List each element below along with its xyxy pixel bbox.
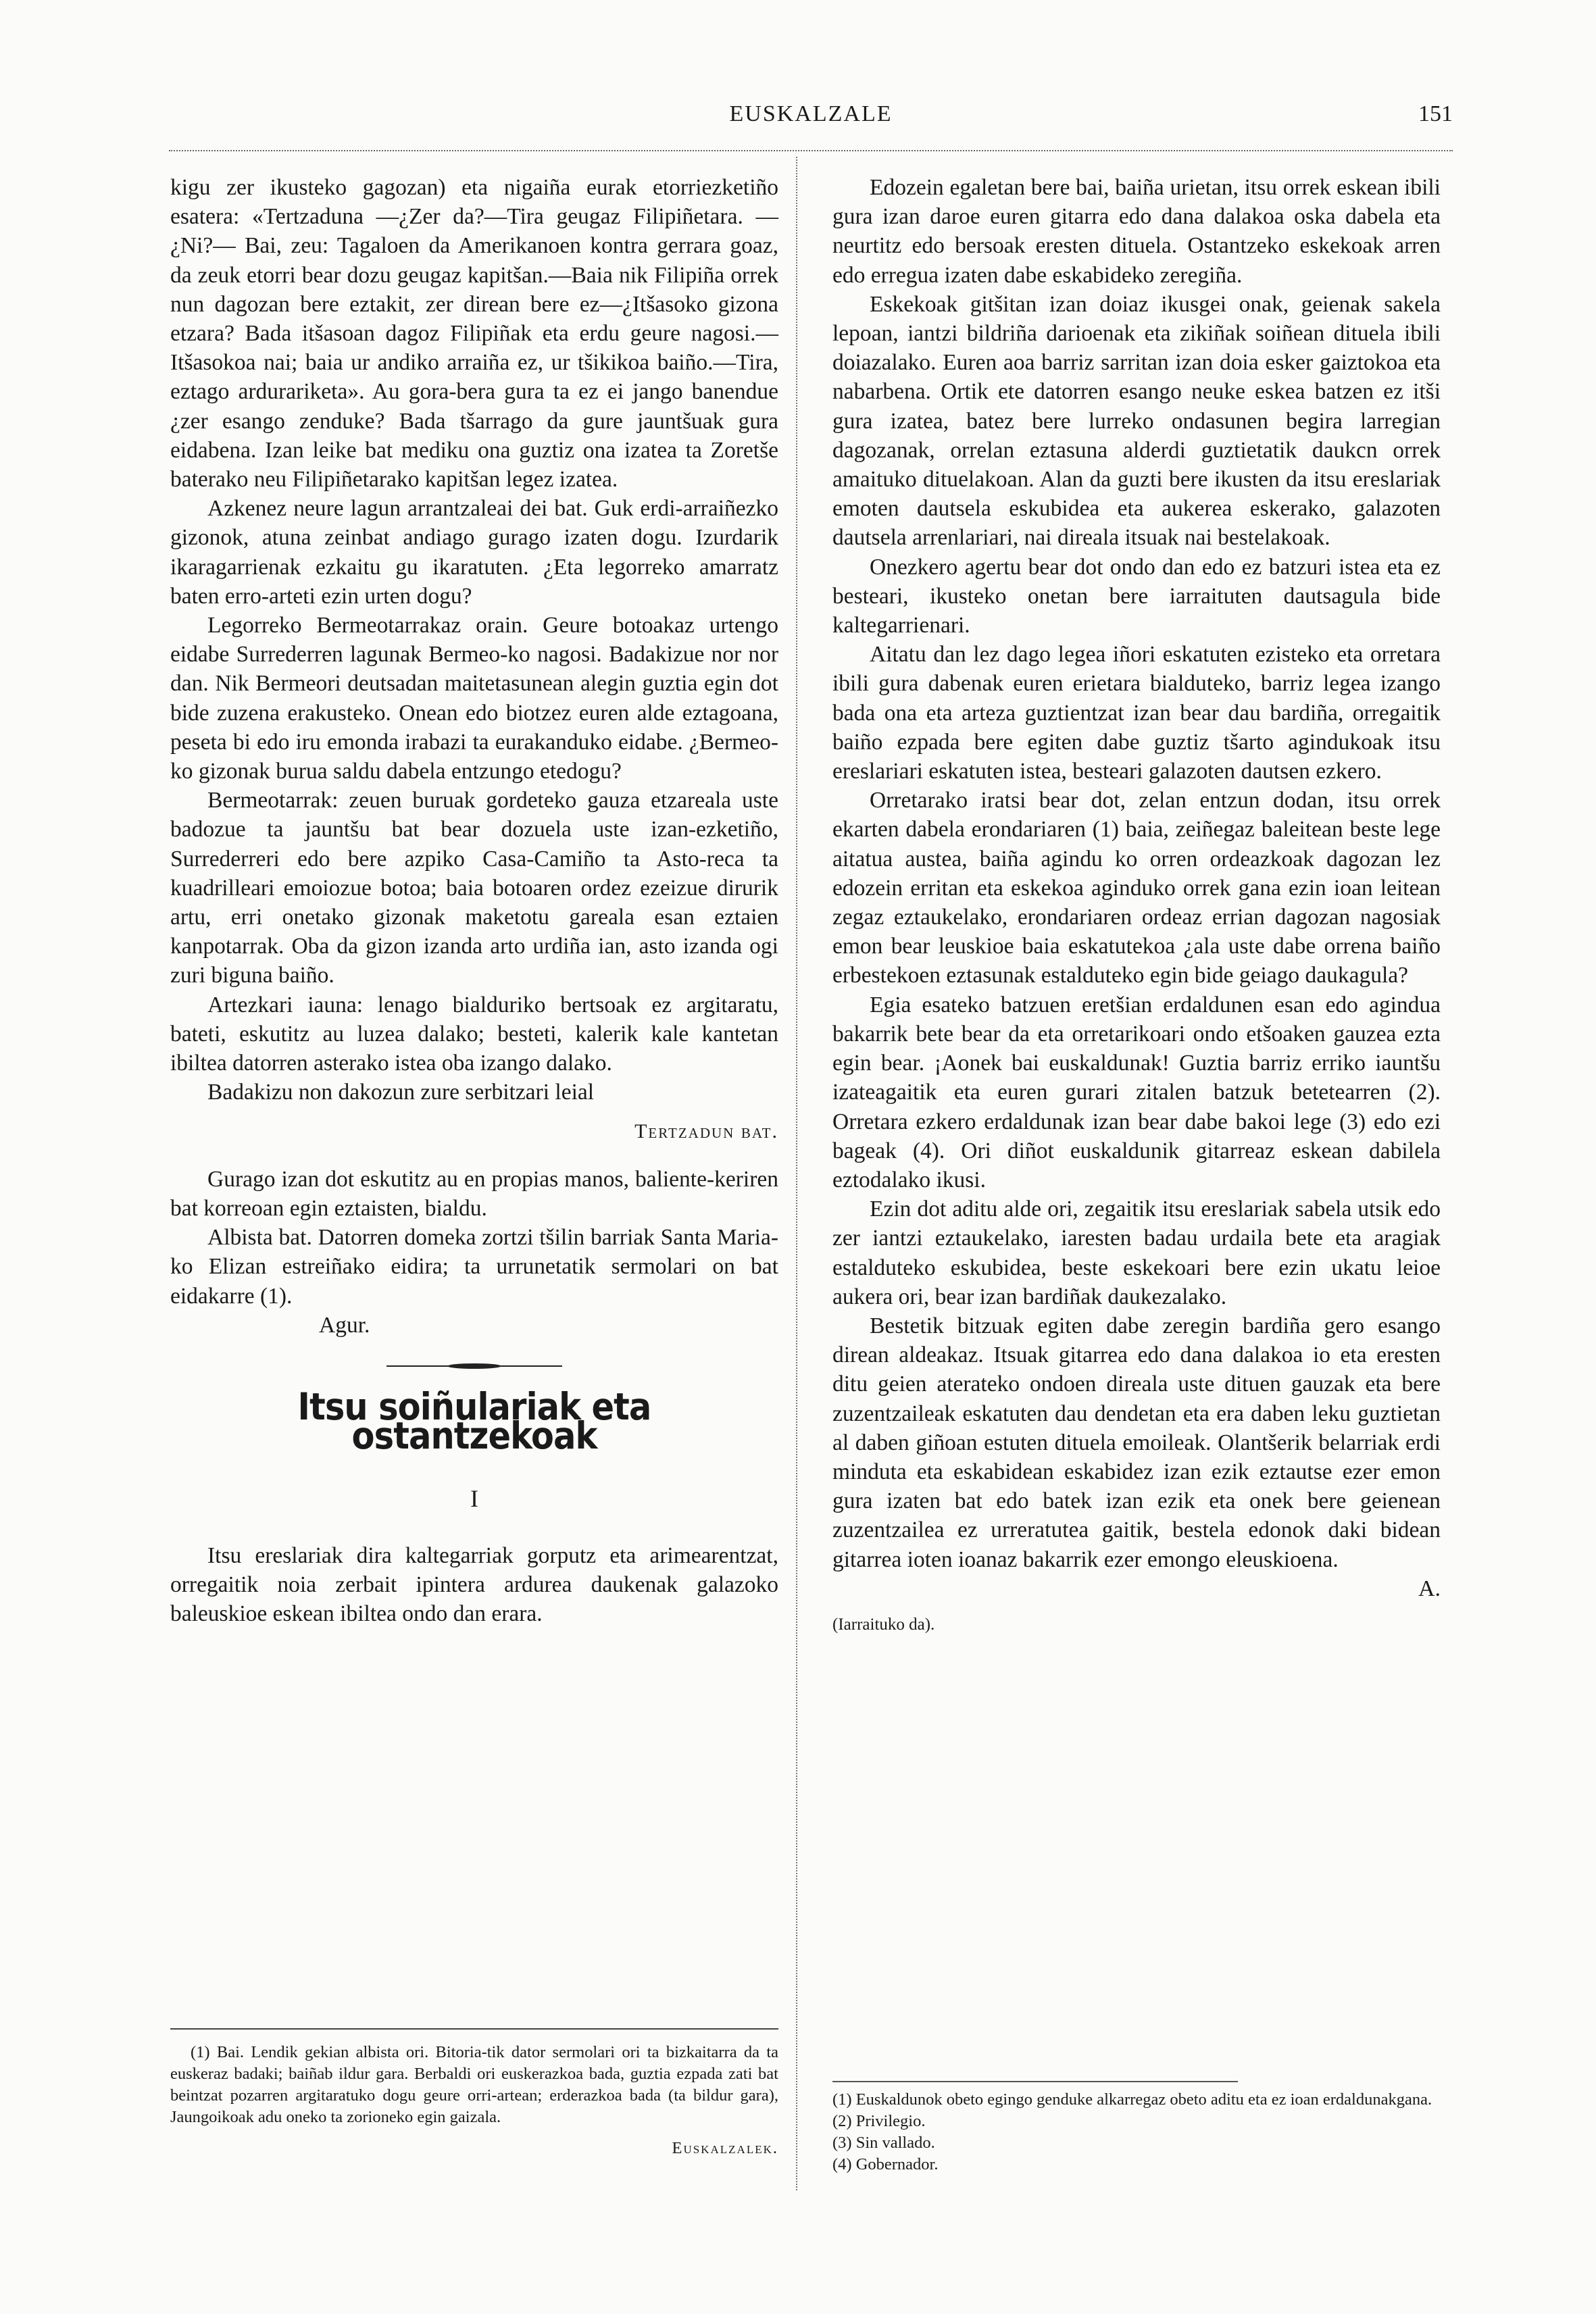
continued-note: (Iarraituko da). xyxy=(832,1615,935,1634)
right-paragraph-7: Ezin dot aditu alde ori, zegaitik itsu ereslariak sabela utsik edo zer iantzi eztaukelako, iaresten badau urdaila bete eta aragiak estalduteko eskubidea, beste eskekoari bere ezin ukatu leioe aukera ori, bear izan bardiñak daukezalako. xyxy=(832,1197,1441,1309)
right-footnote-rule xyxy=(832,2081,1238,2082)
right-paragraph-4: Aitatu dan lez dago legea iñori eskatuten ezisteko eta orretara ibili gura dabenak euren erietara bialduteko, barriz legea izango bada ona eta arteza guztientzat izan bear dau bardiña, orregaitik baiño ezpada bere egiten dabe guztiz tšarto agindukoak itsu ereslariari eskatuten istea, besteari galazoten dautsen ezkero. xyxy=(832,642,1441,784)
header-rule xyxy=(169,150,1453,151)
left-footnote-signature: Euskalzalek. xyxy=(672,2139,778,2157)
article-signature: A. xyxy=(1418,1576,1441,1601)
right-paragraph-2: Eskekoak gitšitan izan doiaz ikusgei onak, geienak sakela lepoan, iantzi bildriña darioenak eta zikiñak soiñean dituela ibili doiazalako. Euren aoa barriz sarritan izan doia esker gaiztokoa eta nabarbena. Ortik ete datorren esango neuke eskea batzen ez itši gura izatea, batez bere lurreko ondasunen begira larregian dagozanak, orrelan eztasuna alderdi guztietatik daukcn orrek amaituko dituelakoan. Alan da guzti bere ikusten da itsu ereslariak emoten dautsela eskubidea eta aukerea eskerako, galazoten dautsela arrenlariari, nai direala itsuak nai bestelakoak. xyxy=(832,291,1441,551)
right-footnote-1: (1) Euskaldunok obeto egingo genduke alkarregaz obeto aditu eta ez ioan erdaldunakgana. xyxy=(832,2090,1432,2109)
right-footnotes xyxy=(832,2089,1441,2175)
left-paragraph-6: Badakizu non dakozun zure serbitzari leial xyxy=(207,1080,595,1105)
right-footnote-3: (3) Sin vallado. xyxy=(832,2134,935,2152)
left-paragraph-3: Legorreko Bermeotarrakaz orain. Geure botoakaz urtengo eidabe Surrederren lagunak Bermeo-ko nagosi. Badakizue nor nor dan. Nik Bermeori deutsadan maitetasunean alegin guztia egin dot bide zuzena erakusteko. Onean edo biotzez euren alde eztagoana, peseta bi edo iru emonda irabazi ta eurakanduko eidabe. ¿Bermeo-ko gizonak burua saldu dabela entzungo etedogu? xyxy=(170,613,778,784)
page-number: 151 xyxy=(1418,101,1453,126)
closing-agur: Agur. xyxy=(319,1312,370,1338)
right-paragraph-1: Edozein egaletan bere bai, baiña urietan, itsu orrek eskean ibili gura izan daroe euren gitarra edo dana dalakoa oska dabela eta neurtitz edo bersoak eresten dituela. Ostantzeko eskekoak arren edo erregua izaten dabe eskabideko zeregiña. xyxy=(832,175,1441,288)
left-paragraph-7: Gurago izan dot eskutitz au en propias manos, baliente-keriren bat korreoan egin eztaisten, bialdu. xyxy=(170,1166,778,1221)
right-paragraph-3: Onezkero agertu bear dot ondo dan edo ez batzuri istea eta ez besteari, ikusteko onetan bere iarraituten dautsagula bide kaltegarrienari. xyxy=(832,554,1441,638)
left-column xyxy=(170,173,778,1628)
right-paragraph-8: Bestetik bitzuak egiten dabe zeregin bardiña gero esango direan aldeakaz. Itsuak gitarrea edo dana dalakoa io eta eresten ditu geien aterateko ondoen direala uste dituen gauzak eta bere zuzentzaileak eskatuten dau dendetan eta era daben leku guztietan al daben giñoan estuten dituela emoileak. Olantšerik belarriak erdi minduta eta eskabidean eskabidez izan ezik eztautse ezer emon gura izaten bat edo batek izan ezik eta onek bere geienean zuzentzailea ez urreratutea gaitik, bestela edonok daki bidean gitarrea ioten ioanaz bakarrik ezer emongo eleuskioena. xyxy=(832,1313,1441,1572)
right-footnote-2: (2) Privilegio. xyxy=(832,2112,926,2130)
right-paragraph-5: Orretarako iratsi bear dot, zelan entzun dodan, itsu orrek ekarten dabela erondariaren (1) baia, zeiñegaz baleitean beste lege aitatua austea, baiña agindu ko orren ordeazkoak dagozan lez edozein erritan eta eskekoa aginduko orrek gana ezin ioan leitean zegaz eztaukelako, erondariaren ordeaz errian dagozan nagosiak emon bear leuskioe baia eskatutekoa ¿ala uste dabe orrena baiño erbestekoen eztasunak estalduteko egin bide geiago daukagula? xyxy=(832,788,1441,988)
letter-signature: Tertzadun bat. xyxy=(634,1120,778,1142)
right-paragraph-6: Egia esateko batzuen eretšian erdaldunen esan edo agindua bakarrik bete bear da eta orretarikoari ondo etšoaken gauzea ezta egin bear. ¡Aonek bai euskaldunak! Guztia barriz erriko iauntšu izateagaitik eta euren gurari zitalen batzuk betetearren (2). Orretara ezkero erdaldunak izan bear dabe bakoi lege (3) edo ezi bageak (4). Ori diñot euskaldunik gitarreaz eskean dabilela eztodalako ikusi. xyxy=(832,992,1441,1192)
right-footnote-4: (4) Gobernador. xyxy=(832,2155,939,2173)
section-ornament xyxy=(386,1363,562,1369)
right-column xyxy=(832,173,1441,1639)
section-title: Itsu soiñulariak eta ostantzekoak xyxy=(297,1384,651,1458)
column-divider xyxy=(796,157,797,2190)
running-head: EUSKALZALE xyxy=(729,101,893,126)
section-number: I xyxy=(470,1485,478,1513)
left-footnotes xyxy=(170,2042,778,2159)
left-paragraph-4: Bermeotarrak: zeuen buruak gordeteko gauza etzareala uste badozue ta jauntšu bat bear dozuela uste izan-ezketiño, Surrederreri edo bere azpiko Casa-Camiño ta Asto-reca ta kuadrilleari emoiozue botoa; baia botoaren ordez ezeizue dirurik artu, erri onetako gizonak maketotu gareala esan eztaien kanpotarrak. Oba da gizon izanda arto urdiña ian, asto izanda ogi zuri biguna baiño. xyxy=(170,788,778,988)
section-paragraph: Itsu ereslariak dira kaltegarriak gorputz eta arimearentzat, orregaitik noia zerbait ipintera ardurea daukenak galazoko baleuskioe eskean ibiltea ondo dan erara. xyxy=(170,1542,778,1626)
left-paragraph-1: kigu zer ikusteko gagozan) eta nigaiña eurak etorriezketiño esatera: «Tertzaduna —¿Zer da?—Tira geugaz Filipiñetara. —¿Ni?— Bai, zeu: Tagaloen da Amerikanoen kontra gerrara goaz, da zeuk etorri bear dozu geugaz kapitšan.—Baia nik Filipiña orrek nun dagozan bere eztakit, zer direan bere ez—¿Itšasoko gizona etzara? Bada itšasoan dagoz Filipiñak eta erdu geure nagosi.—Itšasokoa nai; baia ur andiko arraiña ez, ur tšikikoa baiño.—Tira, eztago ardurariketa». Au gora-bera gura ta ez ei jango banendue ¿zer esango zenduke? Bada tšarrago da gure jauntšuak gura eidabena. Izan leike bat mediku ona guztiz ona izatea ta Zoretše baterako neu Filipiñetarako kapitšan legez izatea. xyxy=(170,175,778,493)
left-paragraph-8: Albista bat. Datorren domeka zortzi tšilin barriak Santa Maria-ko Elizan estreiñako eidira; ta urrunetatik sermolari on bat eidakarre (1). xyxy=(170,1225,778,1309)
left-footnote-1: (1) Bai. Lendik gekian albista ori. Bitoria-tik dator sermolari ori ta bizkaitarra da ta euskeraz badaki; baiñab ildur gara. Berbaldi ori euskerazkoa bada, guztia ezpada zati bat beintzat pozarren argitaratuko dogu geure orri-artean; erderazkoa bada (ta bildur gara), Jaungoikoak adu oneko ta zorioneko egin gaizala. xyxy=(170,2043,778,2126)
left-footnote-rule xyxy=(170,2028,778,2030)
left-paragraph-5: Artezkari iauna: lenago bialduriko bertsoak ez argitaratu, bateti, eskutitz au luzea dalako; besteti, kalerik kale kantetan ibiltea datorren asterako istea oba izango dalako. xyxy=(170,992,778,1076)
page-header xyxy=(169,101,1453,142)
left-paragraph-2: Azkenez neure lagun arrantzaleai dei bat. Guk erdi-arraiñezko gizonok, atuna zeinbat andiago gurago izaten dogu. Izurdarik ikaragarrienak ezkaitu gu ikaratuten. ¿Eta legorreko amarratz baten erro-arteti ezin urten dogu? xyxy=(170,496,778,609)
